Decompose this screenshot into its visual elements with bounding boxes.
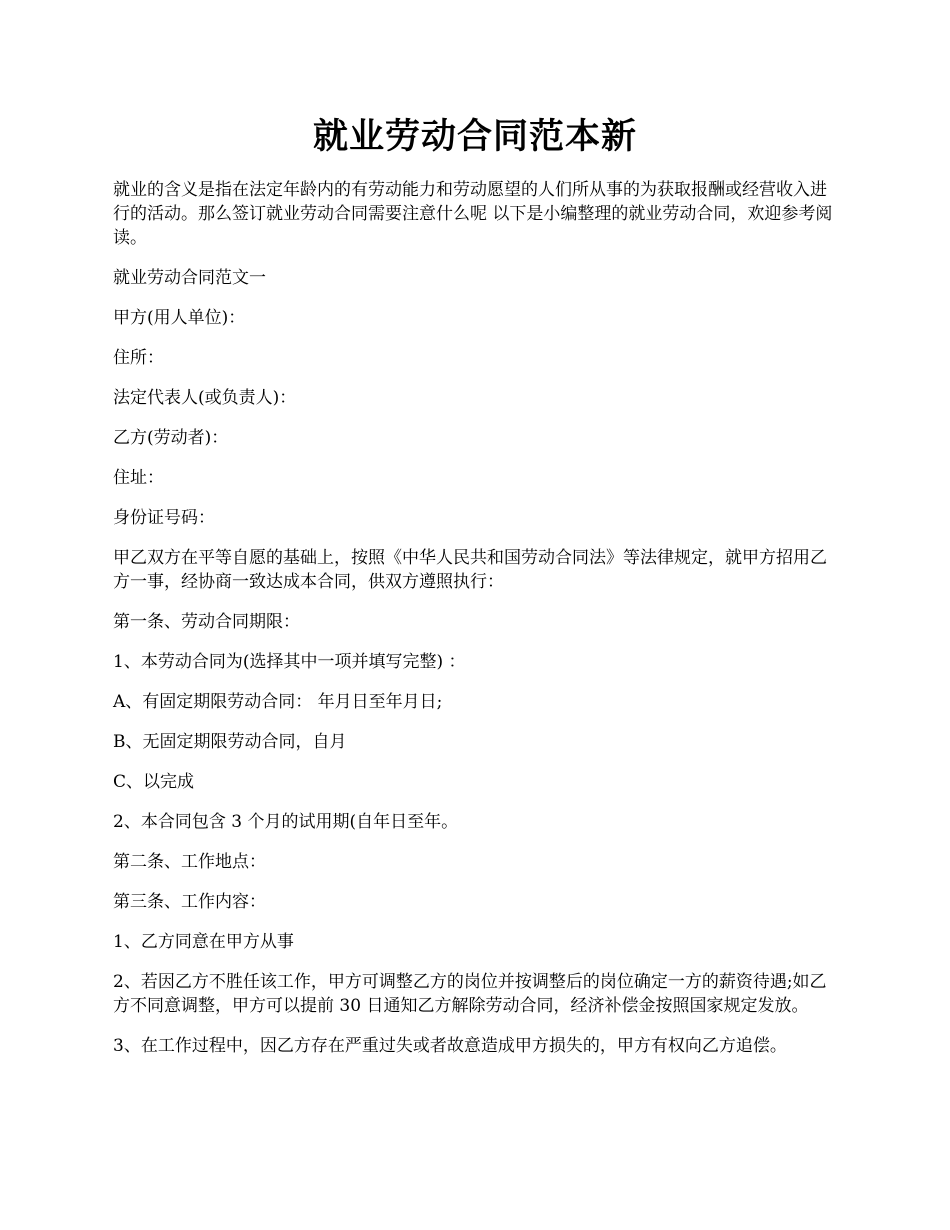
article-three-heading: 第三条、工作内容： (113, 892, 266, 912)
article-three-item-2: 2、若因乙方不胜任该工作，甲方可调整乙方的岗位并按调整后的岗位确定一方的薪资待遇;如乙方不同意调整，甲方可以提前 30 日通知乙方解除劳动合同，经济补偿金按照国家规定发放。 (113, 972, 827, 1016)
document-title: 就业劳动合同范本新 (312, 116, 637, 157)
option-a: A、有固定期限劳动合同： 年月日至年月日; (113, 692, 443, 712)
section-heading: 就业劳动合同范文一 (113, 268, 266, 288)
option-c: C、以完成 (113, 772, 195, 792)
legal-representative-line: 法定代表人(或负责人)： (113, 388, 297, 408)
article-two-heading: 第二条、工作地点： (113, 852, 266, 872)
id-number-line: 身份证号码： (113, 508, 215, 528)
article-one-heading: 第一条、劳动合同期限： (113, 612, 300, 632)
party-a-line: 甲方(用人单位)： (113, 308, 246, 328)
article-one-item-2: 2、本合同包含 3 个月的试用期(自年日至年。 (113, 812, 459, 832)
address-line: 住所： (113, 348, 164, 368)
document-body (113, 178, 843, 1074)
article-one-item-1: 1、本劳动合同为(选择其中一项并填写完整) ： (113, 652, 466, 672)
article-three-item-3: 3、在工作过程中，因乙方存在严重过失或者故意造成甲方损失的，甲方有权向乙方追偿。 (113, 1036, 787, 1056)
agreement-preamble: 甲乙双方在平等自愿的基础上，按照《中华人民共和国劳动合同法》等法律规定，就甲方招用乙方一事，经协商一致达成本合同，供双方遵照执行： (113, 548, 827, 592)
residence-line: 住址： (113, 468, 164, 488)
intro-paragraph: 就业的含义是指在法定年龄内的有劳动能力和劳动愿望的人们所从事的为获取报酬或经营收入进行的活动。那么签订就业劳动合同需要注意什么呢 以下是小编整理的就业劳动合同，欢迎参考阅读。 (113, 180, 833, 248)
article-three-item-1: 1、乙方同意在甲方从事 (113, 932, 294, 952)
option-b: B、无固定期限劳动合同，自月 (113, 732, 347, 752)
party-b-line: 乙方(劳动者)： (113, 428, 229, 448)
